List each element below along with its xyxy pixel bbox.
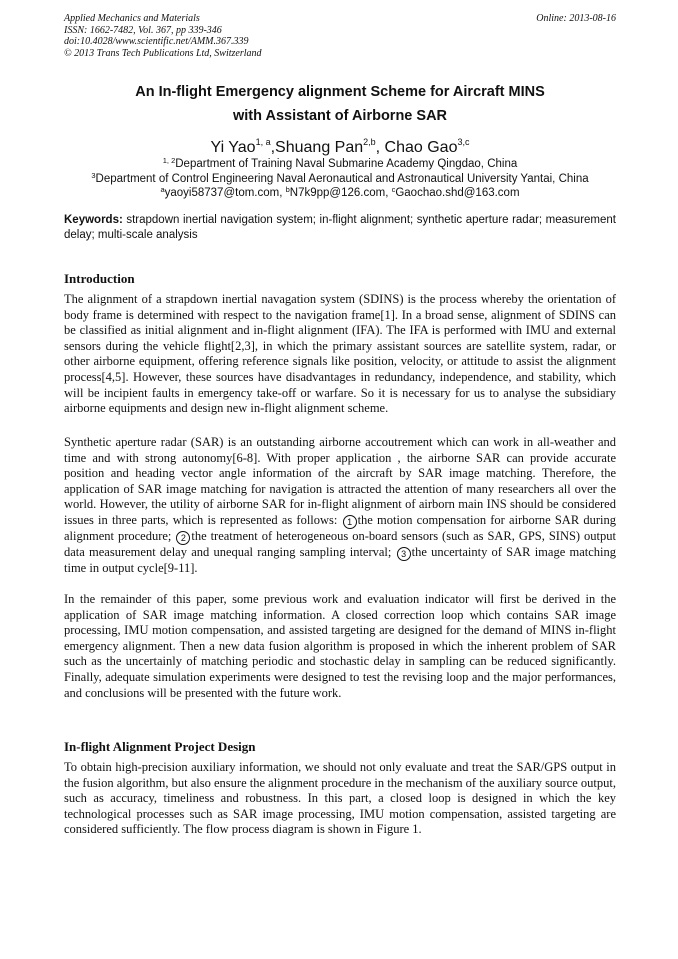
online-date: Online: 2013-08-16 [536, 13, 616, 24]
circled-number-2: 2 [176, 531, 190, 545]
author-list [64, 138, 616, 158]
email-address: Gaochao.shd@163.com [395, 187, 520, 199]
paragraph-text: the treatment of heterogeneous on-board sensors (such as SAR, GPS, SINS) output data measurement delay and unequal ranging sampling interval; [64, 528, 616, 559]
paragraph: In the remainder of this paper, some previous work and evaluation indicator will first be derived in the application of SAR image matching information. A closed correction loop which contains SAR image processing, IMU motion compensation, and assisted targeting are designed for the demand of MINS in-flight emergency alignment. Then a new data fusion algorithm is proposed in which the inherent problem of SAR such as the uncertainly of matching periodic and stochastic delay in sampling can be reduced significantly. Finally, adequate simulation experiments were designed to test the revising loop and the major performances, and conclusions will be presented with the future work. [64, 592, 616, 700]
email-superscript: c [391, 185, 396, 194]
issn-line: ISSN: 1662-7482, Vol. 367, pp 339-346 [64, 24, 222, 36]
author-superscript: 1, a [255, 137, 271, 147]
email-superscript: b [285, 185, 290, 194]
email-address: yaoyi58737@tom.com, [164, 187, 286, 199]
affiliation-text: Department of Training Naval Submarine Academy Qingdao, China [175, 158, 518, 170]
section-heading-introduction: Introduction [64, 271, 135, 286]
journal-header [64, 13, 616, 59]
author-name: Chao Gao [384, 139, 458, 156]
journal-name: Applied Mechanics and Materials [64, 13, 200, 24]
affiliation-text: Department of Control Engineering Naval Aeronautical and Astronautical University Yantai, China [95, 173, 589, 185]
affiliation-2 [40, 172, 640, 186]
keywords [64, 213, 616, 243]
circled-number-3: 3 [397, 547, 411, 561]
paragraph-text: Synthetic aperture radar (SAR) is an outstanding airborne accoutrement which can work in all-weather and time and with strong autonomy[6-8]. With proper application , the airborne SAR can provide accurate position and heading vector angle information of the aircraft by SAR image matching. Therefore, the application of SAR image matching for navigation is attracted the attention of many researchers all over the world. However, the utility of airborne SAR for in-flight alignment of airborn main INS should be considered issues in three parts, which is represented as follows: [64, 435, 616, 527]
email-superscript: a [160, 185, 165, 194]
author-emails [40, 186, 640, 200]
keywords-label: Keywords: [64, 214, 123, 226]
author-name: Shuang Pan [275, 139, 364, 156]
section-heading-alignment-design: In-flight Alignment Project Design [64, 739, 256, 754]
circled-number-1: 1 [343, 515, 357, 529]
affiliation-superscript: 1, 2 [162, 156, 176, 165]
keywords-text: strapdown inertial navigation system; in-flight alignment; synthetic aperture radar; measurement delay; multi-scale analysis [64, 214, 616, 241]
author-separator: , [375, 139, 385, 156]
paragraph: The alignment of a strapdown inertial navagation system (SDINS) is the process whereby the orientation of body frame is determined with respect to the navigation frame[1]. In a broad sense, alignment of SDINS can be classified as initial alignment and in-flight alignment (IFA). The IFA is performed with IMU and external sensors during the vehicle flight[2,3], in which the primary assistant sources are satellite system, radar, or other airborne equipment, offering reference signals like position, velocity, or attitude to assist the alignment process[4,5]. However, these sources have disadvantages in redundancy, independence, and stability, which will be incipient faults in emergency take-off or warfare. So it is necessary for us to analyse the subsidiary airborne equipments and design new in-flight alignment scheme. [64, 292, 616, 416]
copyright-line: © 2013 Trans Tech Publications Ltd, Switzerland [64, 47, 262, 59]
affiliation-1 [40, 157, 640, 171]
paragraph-text: the uncertainty of SAR image matching time in output cycle[9-11]. [64, 544, 616, 575]
author-separator: , [270, 139, 276, 156]
doi-line: doi:10.4028/www.scientific.net/AMM.367.339 [64, 36, 249, 47]
title-line-2: with Assistant of Airborne SAR [232, 108, 448, 124]
paragraph [64, 435, 616, 577]
author-superscript: 2,b [363, 137, 376, 147]
paragraph: To obtain high-precision auxiliary information, we should not only evaluate and treat the SAR/GPS output in the fusion algorithm, but also ensure the alignment procedure in the mechanism of the auxiliary source output, such as accuracy, timeliness and robustness. In this part, a closed loop is designed in which the key technological processes such as SAR image processing, IMU motion compensation, assisted targeting are considered sufficiently. The flow process diagram is shown in Figure 1. [64, 760, 616, 837]
paragraph-text: the motion compensation for airborne SAR during alignment procedure; [64, 512, 616, 543]
author-name: Yi Yao [210, 139, 256, 156]
paper-title [64, 80, 616, 128]
author-superscript: 3,c [457, 137, 470, 147]
title-line-1: An In-flight Emergency alignment Scheme for Aircraft MINS [135, 84, 545, 100]
email-address: N7k9pp@126.com, [289, 187, 392, 199]
affiliation-superscript: 3 [91, 171, 96, 180]
